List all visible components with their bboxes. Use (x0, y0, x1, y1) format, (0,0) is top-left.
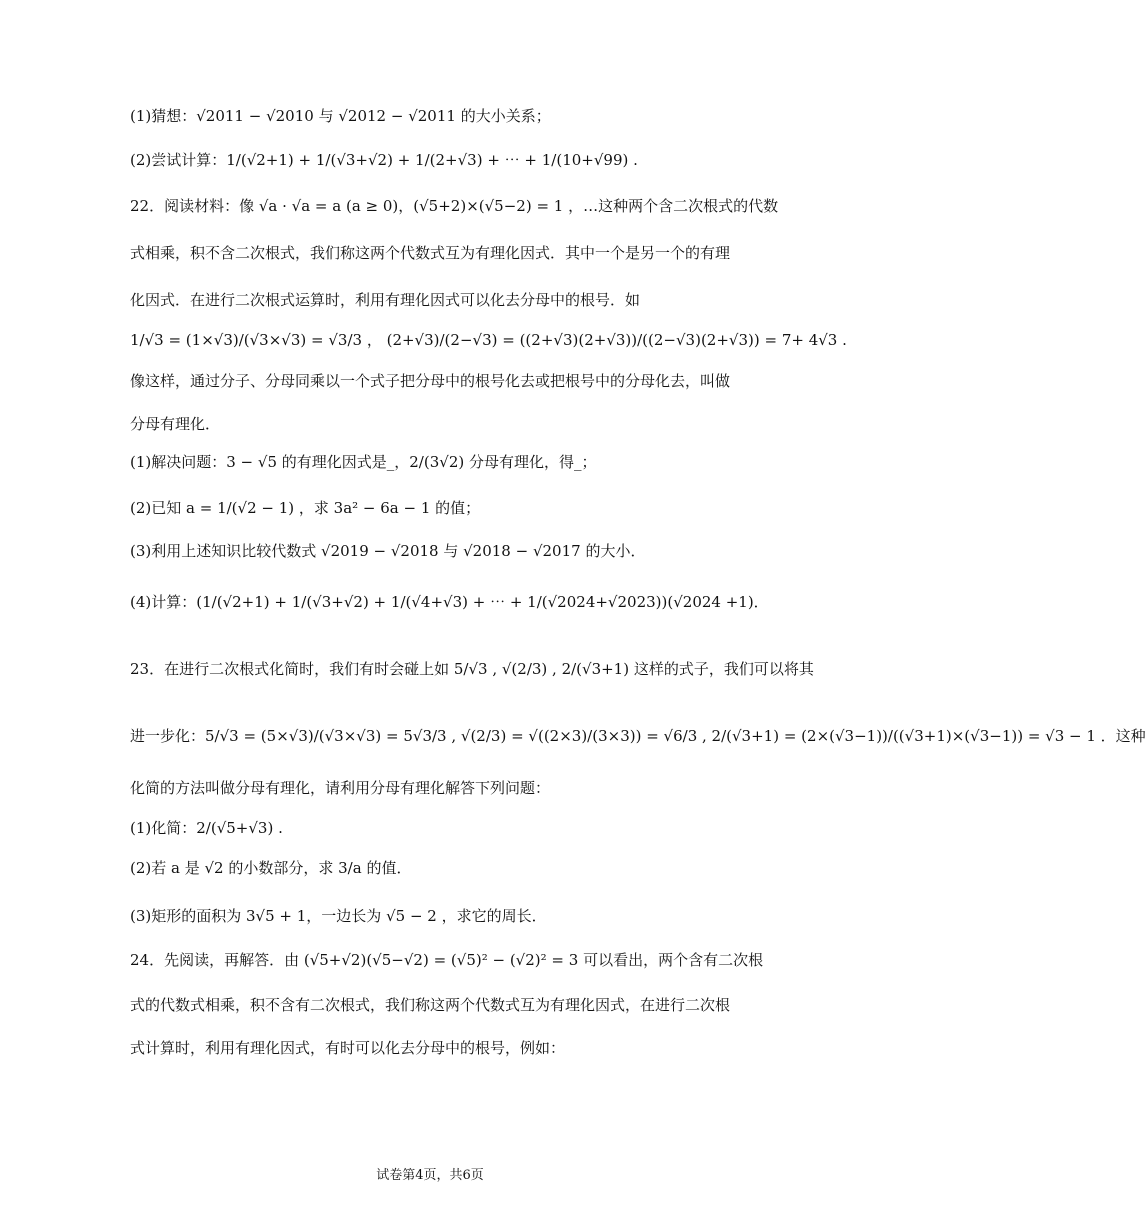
text-line: 式计算时，利用有理化因式，有时可以化去分母中的根号，例如： (130, 1039, 566, 1057)
text-line: (3)利用上述知识比较代数式 √2019 − √2018 与 √2018 − √2017 的大小． (130, 542, 646, 560)
text-line: 式相乘，积不含二次根式，我们称这两个代数式互为有理化因式．其中一个是另一个的有理 (130, 244, 731, 262)
text-line: 24．先阅读，再解答．由 (√5+√2)(√5−√2) = (√5)² − (√2)² = 3 可以看出，两个含有二次根 (130, 951, 764, 969)
text-line: (2)若 a 是 √2 的小数部分，求 3/a 的值． (130, 859, 412, 877)
text-line: 22．阅读材料：像 √a · √a = a (a ≥ 0)，(√5+2)×(√5−2) = 1 ，…这种两个含二次根式的代数 (130, 197, 779, 215)
text-line: (1)化简：2/(√5+√3) . (130, 819, 283, 837)
text-line: (1)解决问题：3 − √5 的有理化因式是_，2/(3√2) 分母有理化，得_； (130, 453, 597, 471)
text-line: (1)猜想：√2011 − √2010 与 √2012 − √2011 的大小关系； (130, 107, 551, 125)
text-line: (4)计算：(1/(√2+1) + 1/(√3+√2) + 1/(√4+√3) + ⋯ + 1/(√2024+√2023))(√2024 +1)． (130, 593, 769, 611)
text-line: 23．在进行二次根式化简时，我们有时会碰上如 5/√3 , √(2/3) , 2/(√3+1) 这样的式子，我们可以将其 (130, 660, 814, 678)
text-line: (3)矩形的面积为 3√5 + 1，一边长为 √5 − 2 ，求它的周长． (130, 907, 547, 925)
text-line: 像这样，通过分子、分母同乘以一个式子把分母中的根号化去或把根号中的分母化去，叫做 (130, 372, 731, 390)
text-line: 式的代数式相乘，积不含有二次根式，我们称这两个代数式互为有理化因式，在进行二次根 (130, 996, 731, 1014)
text-line: 化简的方法叫做分母有理化，请利用分母有理化解答下列问题： (130, 779, 551, 797)
page-footer: 试卷第4页，共6页 (376, 1168, 484, 1183)
text-line: 1/√3 = (1×√3)/(√3×√3) = √3/3 ， (2+√3)/(2−√3) = ((2+√3)(2+√3))/((2−√3)(2+√3)) = 7+ 4√3 . (130, 331, 847, 349)
text-line: (2)已知 a = 1/(√2 − 1) ，求 3a² − 6a − 1 的值； (130, 499, 481, 517)
text-line: 分母有理化． (130, 415, 221, 433)
text-line: 进一步化：5/√3 = (5×√3)/(√3×√3) = 5√3/3 , √(2/3) = √((2×3)/(3×3)) = √6/3 , 2/(√3+1) = (2×(√3−1))/((√3+1)×(√3−1)) = √3 − 1 ．这种 (130, 727, 1146, 745)
text-line: 化因式．在进行二次根式运算时，利用有理化因式可以化去分母中的根号．如 (130, 291, 641, 309)
text-line: (2)尝试计算：1/(√2+1) + 1/(√3+√2) + 1/(2+√3) + ⋯ + 1/(10+√99) . (130, 151, 638, 169)
